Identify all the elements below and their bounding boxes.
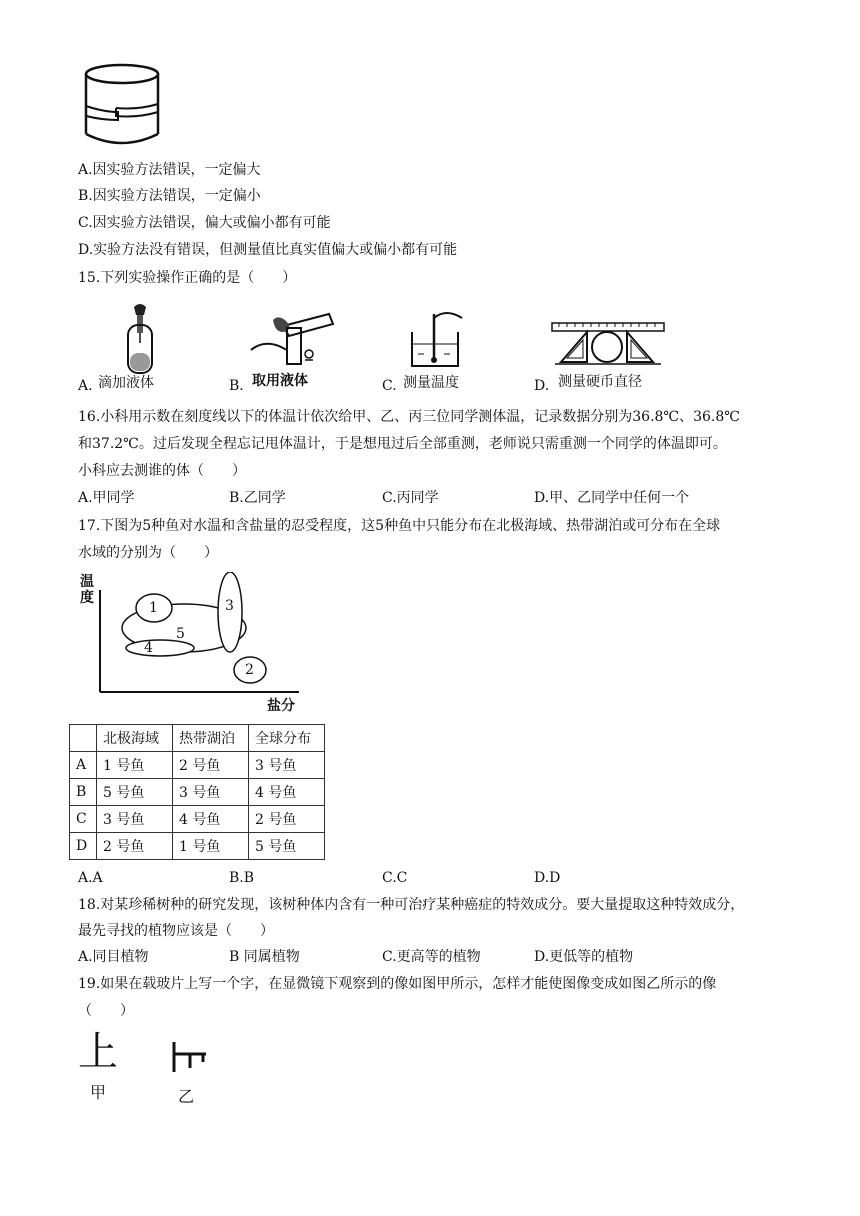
q16-option-b: B.乙同学: [229, 490, 286, 506]
table-cell: 2 号鱼: [173, 752, 249, 779]
table-row: [70, 752, 325, 779]
cylinder-tape-figure: [80, 62, 164, 150]
q19-line-1: 19.如果在载玻片上写一个字，在显微镜下观察到的像如图甲所示，怎样才能使图像变成如图乙所示的像: [78, 976, 717, 992]
q15-option-c-letter: C.: [382, 378, 397, 394]
fish-label-1: 1: [149, 600, 158, 616]
table-cell: 1 号鱼: [173, 833, 249, 860]
q17-option-c: C.C: [382, 870, 408, 886]
q18-option-b: B 同属植物: [229, 949, 300, 965]
q18-option-c: C.更高等的植物: [382, 949, 481, 965]
fish-answer-table: [69, 724, 325, 860]
q18-option-d: D.更低等的植物: [534, 949, 634, 965]
q16-option-a: A.甲同学: [78, 490, 135, 506]
table-cell: 3 号鱼: [97, 806, 173, 833]
thermometer-beaker-icon: [404, 310, 468, 370]
table-cell: 1 号鱼: [97, 752, 173, 779]
pouring-liquid-icon: [243, 310, 337, 370]
q17-line-2: 水域的分别为（ ）: [78, 545, 218, 561]
fish-label-2: 2: [245, 662, 254, 678]
q15-option-b-letter: B.: [229, 378, 244, 394]
fish-label-5: 5: [176, 626, 185, 642]
q14-option-a: A.因实验方法错误，一定偏大: [78, 162, 261, 178]
table-header-cell: 北极海域: [97, 725, 173, 752]
table-cell: 4 号鱼: [249, 779, 325, 806]
table-cell: D: [70, 833, 97, 860]
fish-label-4: 4: [144, 640, 153, 656]
q15-option-a-letter: A.: [78, 378, 93, 394]
label-jia: 甲: [90, 1083, 107, 1102]
diagram-x-label: 盐分: [267, 698, 295, 714]
q14-option-b: B.因实验方法错误，一定偏小: [78, 188, 261, 204]
q17-line-1: 17.下图为5种鱼对水温和含盐量的忍受程度，这5种鱼中只能分布在北极海域、热带湖泊或可分布在全球: [78, 518, 721, 534]
q17-option-d: D.D: [534, 870, 561, 886]
table-row: [70, 779, 325, 806]
table-cell: 3 号鱼: [249, 752, 325, 779]
q19-line-2: （ ）: [78, 1003, 134, 1019]
ruler-coin-triangles-icon: [551, 322, 665, 370]
q18-line-2: 最先寻找的植物应该是（ ）: [78, 923, 274, 939]
table-header-cell: 热带湖泊: [173, 725, 249, 752]
glyph-jia: 上: [78, 1029, 118, 1075]
glyph-yi-rotated: [170, 1040, 210, 1074]
table-header-cell: [70, 725, 97, 752]
q16-line-3: 小科应去测谁的体（ ）: [78, 463, 246, 479]
q16-line-1: 16.小科用示数在刻度线以下的体温计依次给甲、乙、丙三位同学测体温，记录数据分别为36.8℃、36.8℃: [78, 409, 740, 425]
q17-option-a: A.A: [78, 870, 103, 886]
table-header-row: [70, 725, 325, 752]
q15-option-b-caption: 取用液体: [252, 373, 308, 389]
table-cell: 3 号鱼: [173, 779, 249, 806]
table-header-cell: 全球分布: [249, 725, 325, 752]
table-cell: C: [70, 806, 97, 833]
q17-option-b: B.B: [229, 870, 255, 886]
q16-line-2: 和37.2℃。过后发现全程忘记甩体温计，于是想甩过后全部重测，老师说只需重测一个同学的体温即可。: [78, 436, 727, 452]
table-cell: B: [70, 779, 97, 806]
q15-option-d-letter: D.: [534, 378, 550, 394]
q18-line-1: 18.对某珍稀树种的研究发现，该树种体内含有一种可治疗某种癌症的特效成分。要大量提取这种特效成分，: [78, 897, 745, 913]
q15-option-a-caption: 滴加液体: [98, 375, 154, 391]
q14-option-c: C.因实验方法错误，偏大或偏小都有可能: [78, 215, 331, 231]
q15-stem: 15.下列实验操作正确的是（ ）: [78, 270, 297, 286]
label-yi: 乙: [178, 1087, 195, 1106]
q16-option-d: D.甲、乙同学中任何一个: [534, 490, 690, 506]
diagram-y-label: 温度: [80, 574, 94, 606]
q15-option-c-caption: 测量温度: [403, 375, 459, 391]
table-row: [70, 833, 325, 860]
q18-option-a: A.同目植物: [78, 949, 149, 965]
table-row: [70, 806, 325, 833]
q16-option-c: C.丙同学: [382, 490, 439, 506]
dropper-test-tube-icon: [120, 303, 160, 375]
table-cell: 2 号鱼: [249, 806, 325, 833]
table-cell: 2 号鱼: [97, 833, 173, 860]
table-cell: 4 号鱼: [173, 806, 249, 833]
q15-option-d-caption: 测量硬币直径: [558, 374, 642, 390]
table-cell: 5 号鱼: [249, 833, 325, 860]
fish-label-3: 3: [225, 598, 234, 614]
q14-option-d: D.实验方法没有错误，但测量值比真实值偏大或偏小都有可能: [78, 242, 458, 258]
table-cell: A: [70, 752, 97, 779]
table-cell: 5 号鱼: [97, 779, 173, 806]
